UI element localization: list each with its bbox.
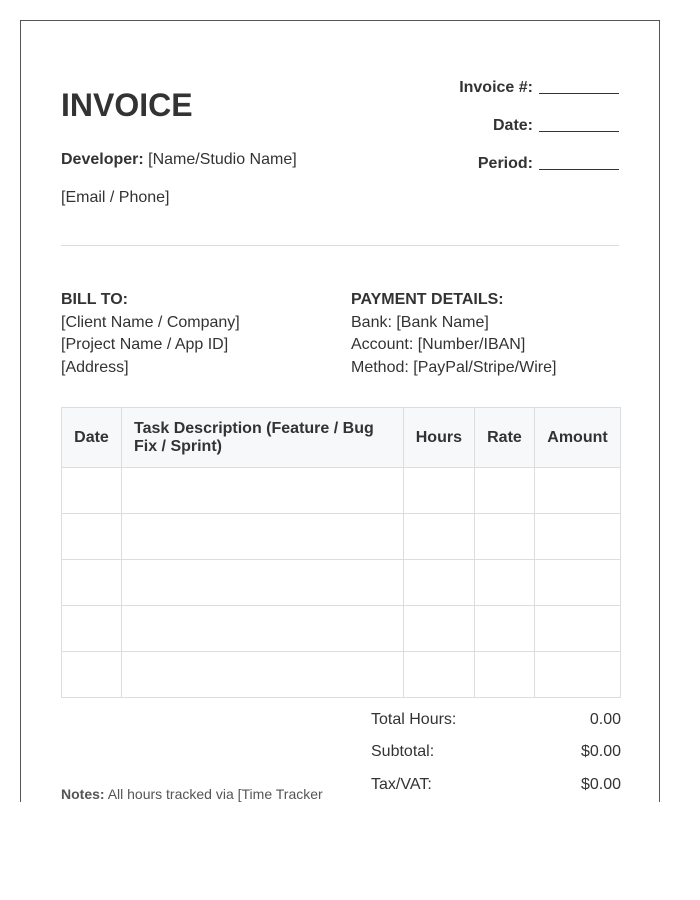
column-header-amount: Amount: [534, 408, 620, 468]
invoice-number-blank[interactable]: [539, 79, 619, 94]
column-header-hours: Hours: [403, 408, 474, 468]
table-cell[interactable]: [403, 652, 474, 698]
bill-to-line: [Address]: [61, 358, 129, 376]
table-cell[interactable]: [62, 606, 122, 652]
table-cell[interactable]: [403, 606, 474, 652]
column-header-date: Date: [62, 408, 122, 468]
payment-details-heading: PAYMENT DETAILS:: [351, 291, 504, 308]
notes-text: All hours tracked via [Time Tracker: [107, 786, 323, 802]
invoice-date-label: Date:: [492, 117, 533, 134]
table-cell[interactable]: [62, 652, 122, 698]
invoice-title: INVOICE: [61, 87, 193, 123]
table-cell[interactable]: [62, 560, 122, 606]
tax-label: Tax/VAT:: [371, 776, 432, 793]
table-cell[interactable]: [534, 514, 620, 560]
table-cell[interactable]: [474, 514, 534, 560]
table-cell[interactable]: [534, 652, 620, 698]
invoice-date-field: [493, 117, 619, 135]
task-table: [61, 407, 621, 698]
table-cell[interactable]: [121, 468, 403, 514]
bill-to-block: [61, 289, 240, 379]
table-cell[interactable]: [474, 606, 534, 652]
table-cell[interactable]: [534, 468, 620, 514]
column-header-rate: Rate: [474, 408, 534, 468]
table-row: [62, 514, 621, 560]
column-header-description: Task Description (Feature / Bug Fix / Sprint): [121, 408, 403, 468]
subtotal-value: $0.00: [580, 743, 621, 760]
invoice-number-label: Invoice #:: [459, 79, 533, 96]
subtotal-label: Subtotal:: [371, 743, 435, 760]
table-cell[interactable]: [121, 652, 403, 698]
developer-contact: [Email / Phone]: [61, 189, 170, 206]
table-cell[interactable]: [121, 560, 403, 606]
payment-line: Bank: [Bank Name]: [351, 313, 489, 331]
bill-to-line: [Project Name / App ID]: [61, 336, 229, 353]
invoice-page: [20, 20, 660, 802]
invoice-number-field: [459, 79, 619, 97]
header-divider: [61, 245, 619, 246]
tax-value: $0.00: [580, 776, 621, 793]
payment-line: Account: [Number/IBAN]: [351, 336, 526, 353]
developer-value: [Name/Studio Name]: [148, 151, 297, 168]
invoice-period-blank[interactable]: [539, 155, 619, 170]
table-row: [62, 560, 621, 606]
notes-label: Notes:: [61, 786, 105, 802]
table-header-row: [62, 408, 621, 468]
notes: [61, 786, 323, 802]
table-cell[interactable]: [403, 514, 474, 560]
developer-label: Developer:: [61, 151, 144, 168]
bill-to-heading: BILL TO:: [61, 291, 128, 308]
table-row: [62, 652, 621, 698]
table-cell[interactable]: [403, 468, 474, 514]
table-cell[interactable]: [121, 606, 403, 652]
total-hours-value: 0.00: [589, 711, 621, 728]
table-cell[interactable]: [474, 468, 534, 514]
table-row: [62, 606, 621, 652]
total-hours-label: Total Hours:: [371, 711, 457, 728]
table-cell[interactable]: [121, 514, 403, 560]
table-cell[interactable]: [62, 514, 122, 560]
table-cell[interactable]: [474, 652, 534, 698]
developer-line: [61, 151, 297, 169]
table-row: [62, 468, 621, 514]
invoice-period-field: [478, 155, 619, 173]
invoice-date-blank[interactable]: [539, 117, 619, 132]
table-cell[interactable]: [534, 606, 620, 652]
payment-line: Method: [PayPal/Stripe/Wire]: [351, 358, 557, 376]
table-cell[interactable]: [403, 560, 474, 606]
table-cell[interactable]: [534, 560, 620, 606]
table-cell[interactable]: [62, 468, 122, 514]
invoice-period-label: Period:: [477, 155, 533, 172]
payment-details-block: [351, 289, 556, 379]
bill-to-line: [Client Name / Company]: [61, 313, 240, 331]
table-cell[interactable]: [474, 560, 534, 606]
